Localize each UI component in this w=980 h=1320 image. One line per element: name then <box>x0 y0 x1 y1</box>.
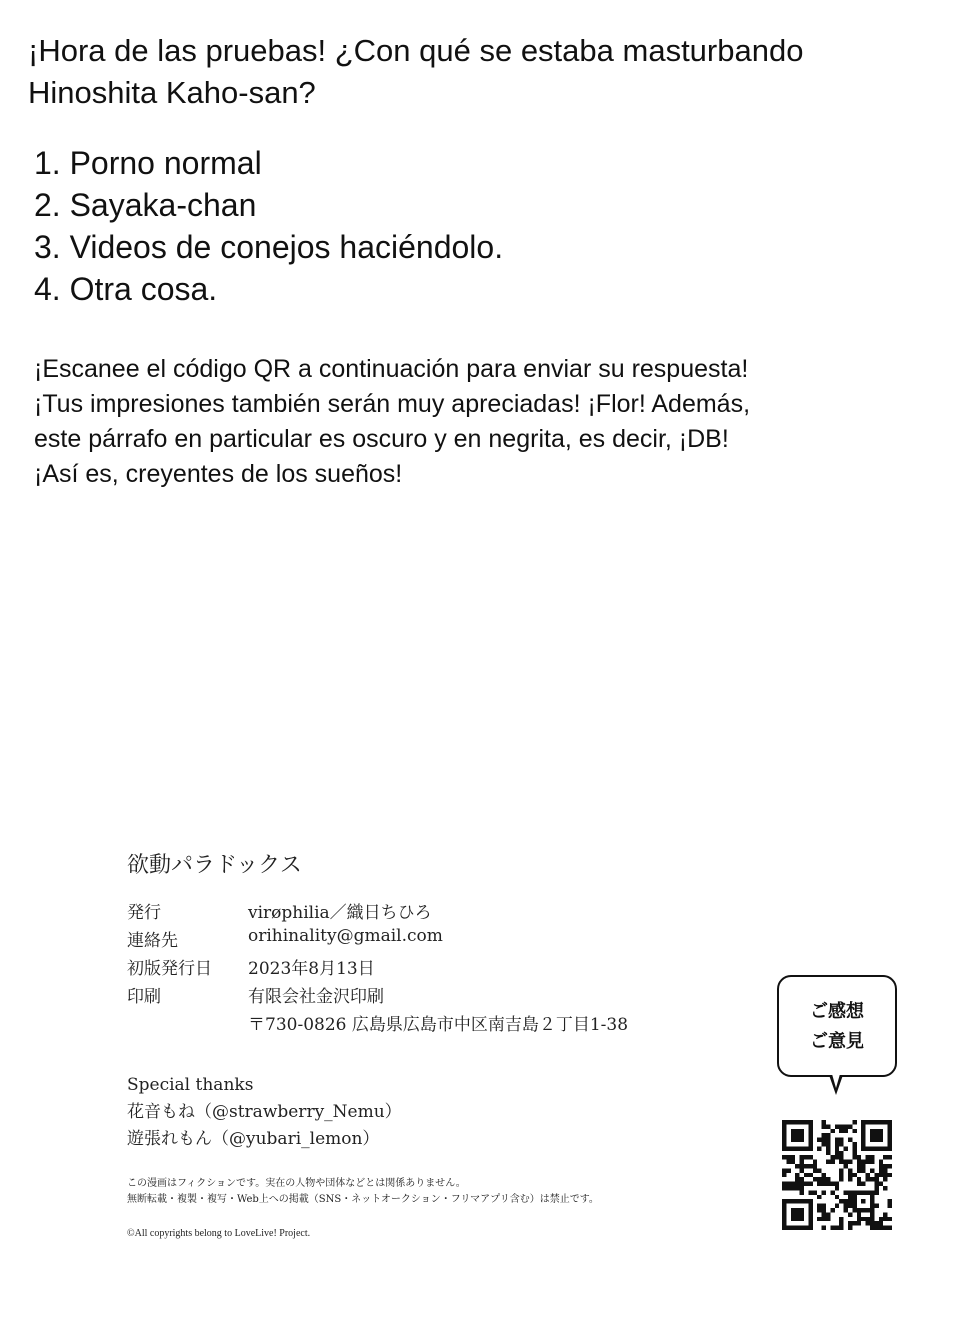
disclaimer <box>127 1176 599 1208</box>
quiz-title-line1: ¡Hora de las pruebas! ¿Con qué se estaba masturbando <box>28 33 804 68</box>
paragraph-line: ¡Tus impresiones también serán muy apreciadas! ¡Flor! Además, <box>34 390 751 418</box>
copyright-notice: ©All copyrights belong to LoveLive! Project. <box>127 1228 311 1239</box>
info-label: 連絡先 <box>127 931 178 951</box>
info-value: 有限会社金沢印刷 <box>248 987 384 1007</box>
disclaimer-line: この漫画はフィクションです。実在の人物や団体などとは関係ありません。 <box>127 1178 466 1189</box>
bubble-line: ご意見 <box>810 1031 864 1051</box>
bubble-tail-inner <box>832 1074 840 1088</box>
thanks-item: 花音もね（@strawberry_Nemu） <box>127 1102 402 1122</box>
printer-address: 〒730-0826 広島県広島市中区南吉島２丁目1-38 <box>248 1015 629 1035</box>
disclaimer-line: 無断転載・複製・複写・Web上への掲載（SNS・ネットオークション・フリマアプリ含む）は禁止です。 <box>127 1194 599 1205</box>
quiz-title <box>28 30 948 114</box>
book-title: 欲動パラドックス <box>127 853 302 878</box>
answer-option: 3. Videos de conejos haciéndolo. <box>34 229 504 265</box>
info-value: 2023年8月13日 <box>248 959 375 979</box>
answer-option: 4. Otra cosa. <box>34 271 218 307</box>
paragraph-line: ¡Así es, creyentes de los sueños! <box>34 460 403 488</box>
answer-option: 2. Sayaka-chan <box>34 187 257 223</box>
answer-option: 1. Porno normal <box>34 145 262 181</box>
qr-code-icon[interactable] <box>782 1120 892 1230</box>
thanks-heading: Special thanks <box>127 1075 254 1095</box>
quiz-title-line2: Hinoshita Kaho-san? <box>28 75 316 110</box>
thanks-item: 遊張れもん（@yubari_lemon） <box>127 1129 380 1149</box>
contact-email[interactable]: orihinality@gmail.com <box>248 926 443 946</box>
instructions-paragraph <box>34 352 934 492</box>
info-label: 初版発行日 <box>127 959 212 979</box>
special-thanks <box>127 1072 402 1153</box>
info-value: virøphilia／織日ちひろ <box>248 903 432 923</box>
info-label: 発行 <box>127 903 161 923</box>
feedback-speech-bubble <box>777 975 897 1077</box>
answer-options <box>34 142 503 310</box>
bubble-line: ご感想 <box>810 1001 864 1021</box>
paragraph-line: este párrafo en particular es oscuro y en negrita, es decir, ¡DB! <box>34 425 729 453</box>
paragraph-line: ¡Escanee el código QR a continuación para enviar su respuesta! <box>34 355 749 383</box>
info-label: 印刷 <box>127 987 161 1007</box>
